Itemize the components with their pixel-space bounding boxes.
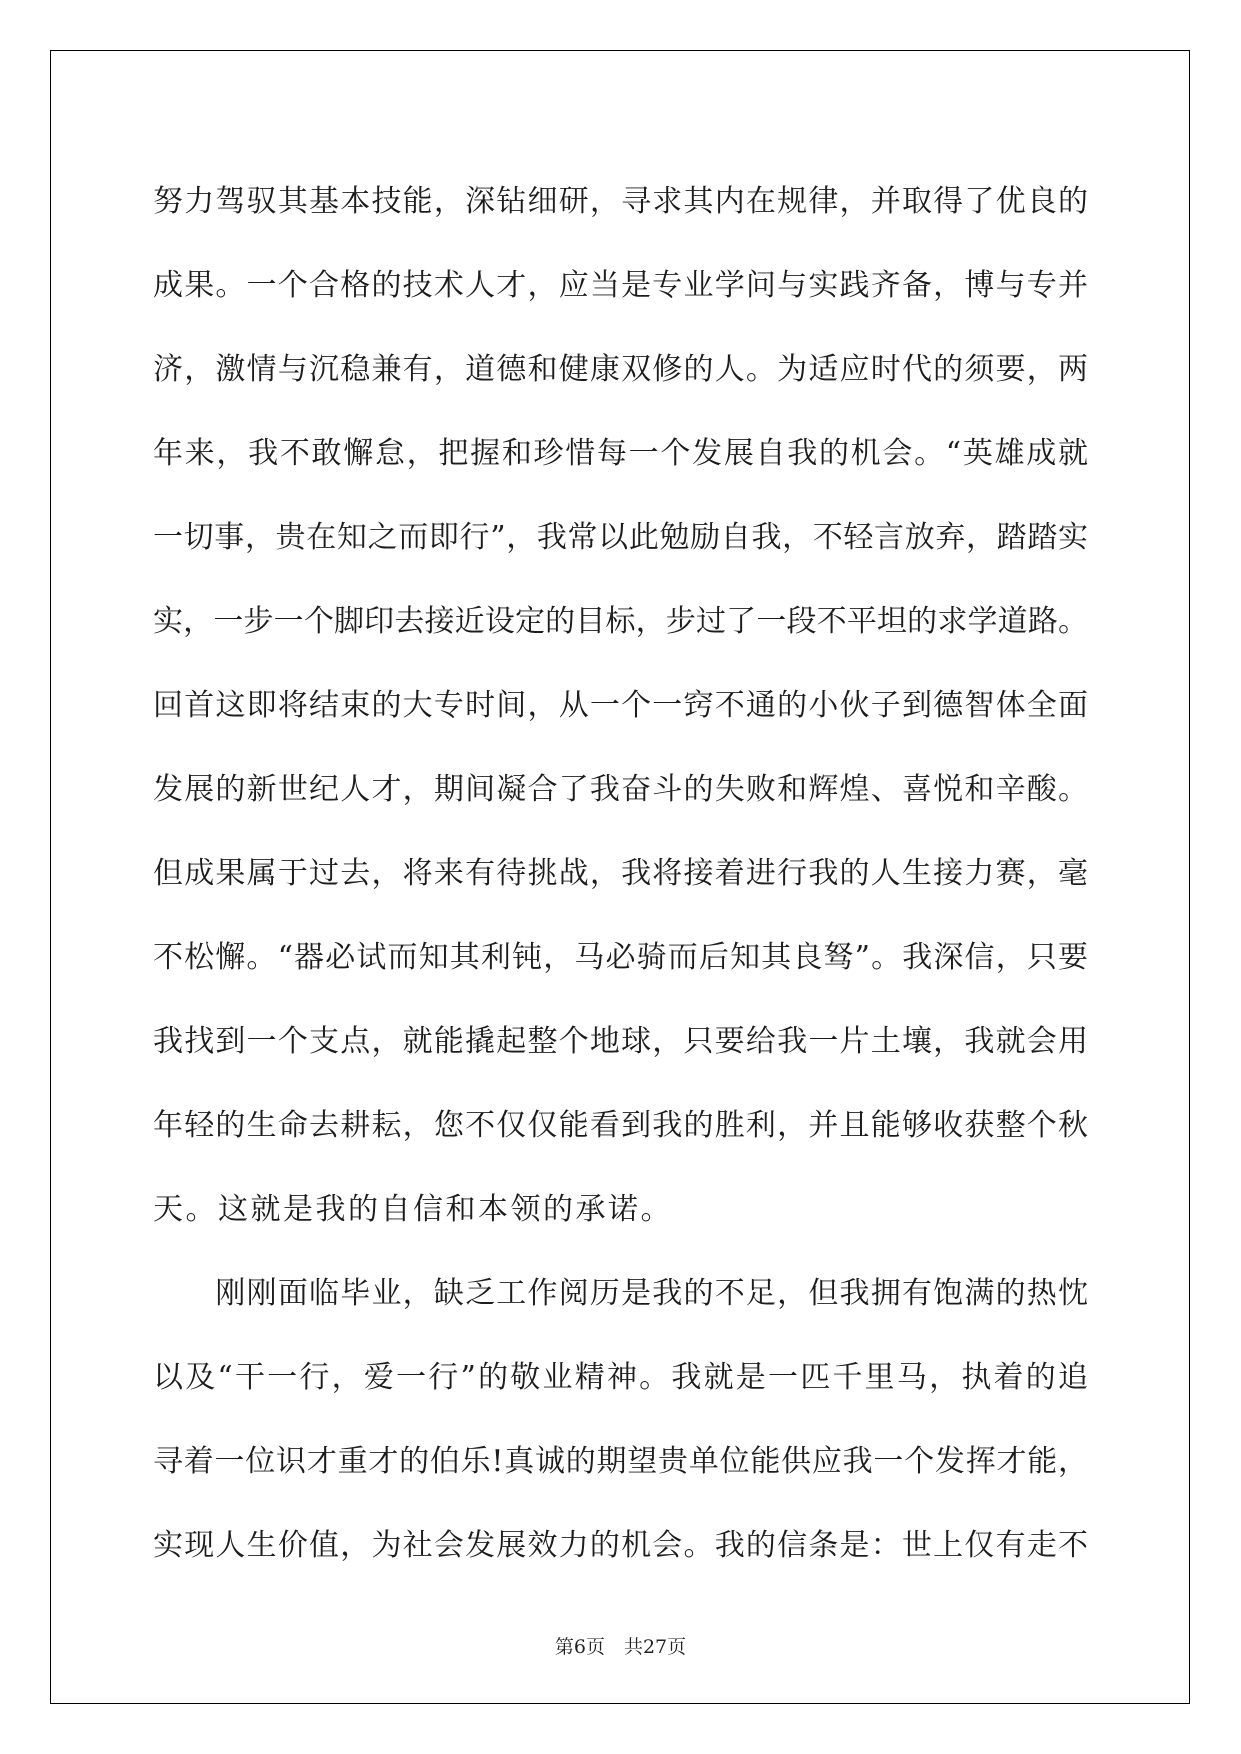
text-line: 我找到一个支点，就能撬起整个地球，只要给我一片土壤，我就会用 bbox=[153, 1024, 1088, 1059]
text-line: 成果。一个合格的技术人才，应当是专业学问与实践齐备，博与专并 bbox=[153, 268, 1088, 303]
text-line: 济，激情与沉稳兼有，道德和健康双修的人。为适应时代的须要，两 bbox=[153, 352, 1088, 387]
text-line: 实，一步一个脚印去接近设定的目标，步过了一段不平坦的求学道路。 bbox=[153, 604, 1088, 639]
text-line: 但成果属于过去，将来有待挑战，我将接着进行我的人生接力赛，毫 bbox=[153, 856, 1088, 891]
text-line: 年轻的生命去耕耘，您不仅仅能看到我的胜利，并且能够收获整个秋 bbox=[153, 1108, 1088, 1143]
page-number-footer: 第6页 共27页 bbox=[554, 1636, 687, 1658]
text-line: 天。这就是我的自信和本领的承诺。 bbox=[153, 1192, 673, 1227]
text-line: 发展的新世纪人才，期间凝合了我奋斗的失败和辉煌、喜悦和辛酸。 bbox=[153, 772, 1088, 807]
text-line: 刚刚面临毕业，缺乏工作阅历是我的不足，但我拥有饱满的热忱 bbox=[153, 1276, 1088, 1311]
text-line: 寻着一位识才重才的伯乐!真诚的期望贵单位能供应我一个发挥才能， bbox=[153, 1444, 1088, 1479]
body-text bbox=[153, 160, 1088, 1588]
text-line: 年来，我不敢懈怠，把握和珍惜每一个发展自我的机会。“英雄成就 bbox=[153, 436, 1088, 471]
text-line: 回首这即将结束的大专时间，从一个一窍不通的小伙子到德智体全面 bbox=[153, 688, 1088, 723]
text-line: 努力驾驭其基本技能，深钻细研，寻求其内在规律，并取得了优良的 bbox=[153, 184, 1088, 219]
text-line: 一切事，贵在知之而即行”，我常以此勉励自我，不轻言放弃，踏踏实 bbox=[153, 520, 1088, 555]
text-line: 实现人生价值，为社会发展效力的机会。我的信条是：世上仅有走不 bbox=[153, 1528, 1088, 1563]
text-line: 以及“干一行，爱一行”的敬业精神。我就是一匹千里马，执着的追 bbox=[153, 1360, 1088, 1395]
text-line: 不松懈。“器必试而知其利钝，马必骑而后知其良驽”。我深信，只要 bbox=[153, 940, 1088, 975]
